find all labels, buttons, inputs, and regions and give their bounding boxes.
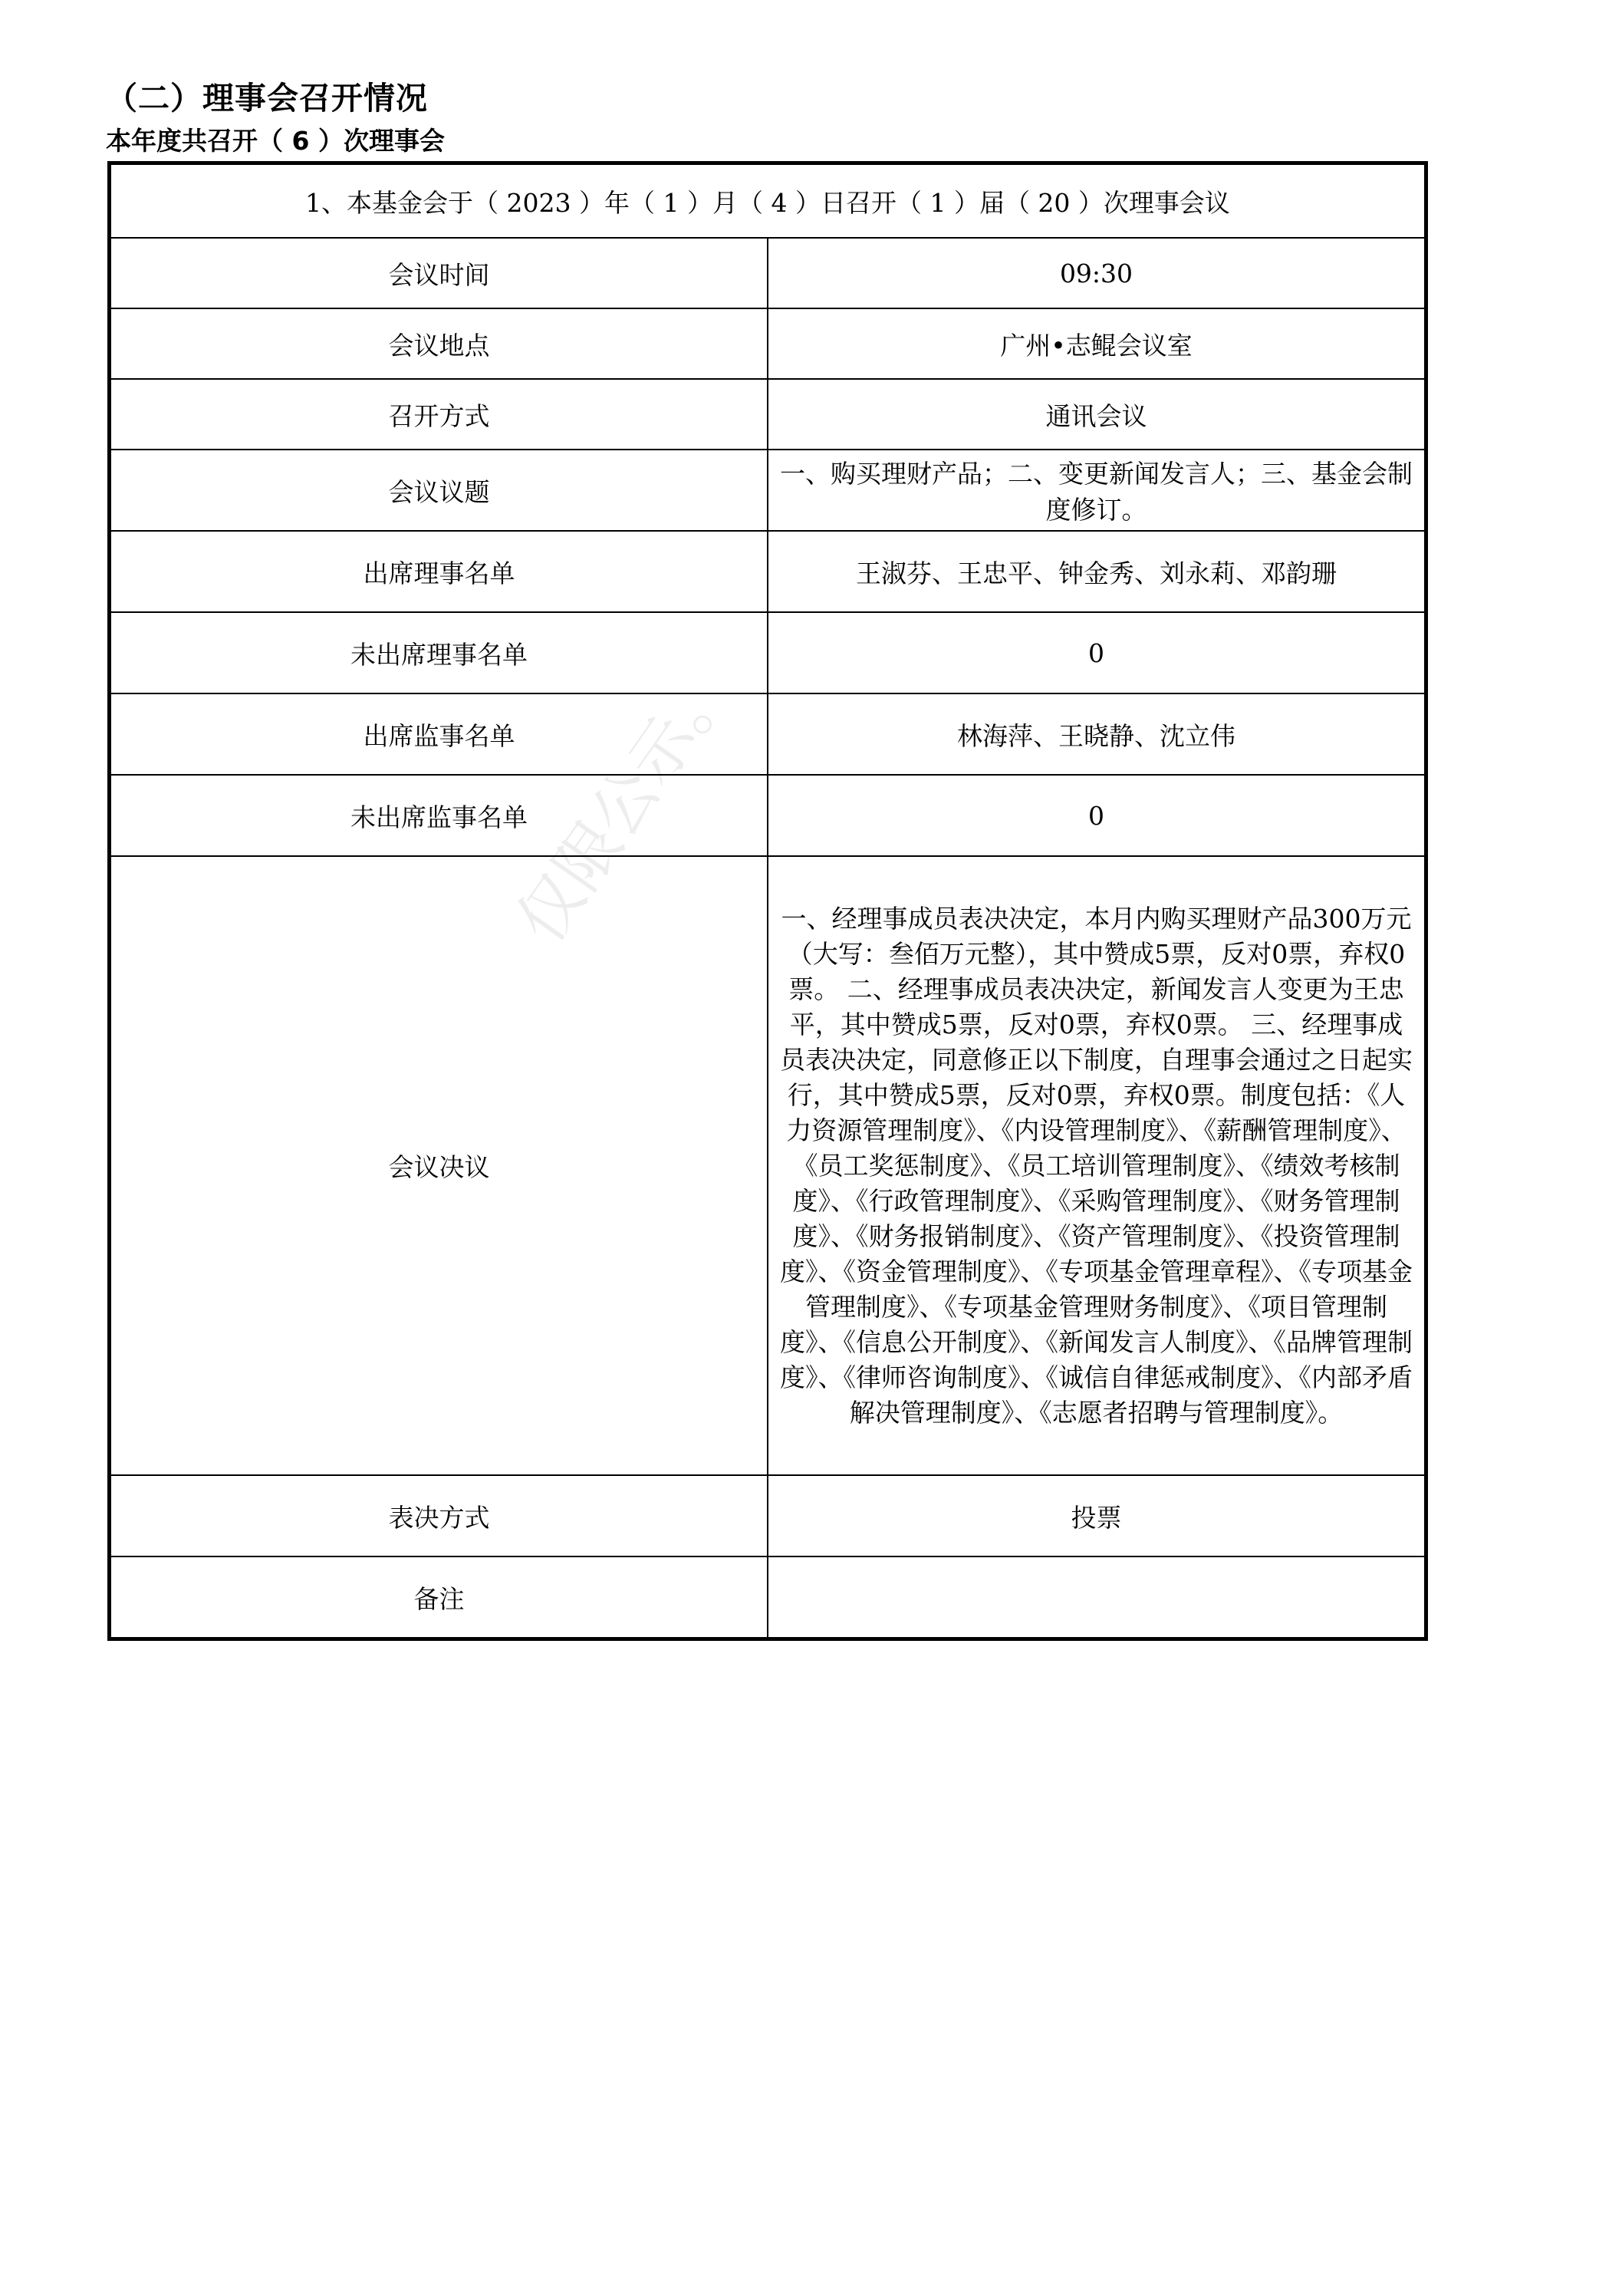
table-row [110,1556,1426,1639]
row-label-format: 召开方式 [110,379,768,450]
row-label-remarks: 备注 [110,1556,768,1639]
row-label-resolution: 会议决议 [110,856,768,1475]
row-label-agenda: 会议议题 [110,450,768,531]
row-label-time: 会议时间 [110,238,768,308]
table-row [110,1475,1426,1556]
row-label-directors-absent: 未出席理事名单 [110,612,768,693]
row-value-directors-present: 王淑芬、王忠平、钟金秀、刘永莉、邓韵珊 [768,531,1426,612]
row-value-supervisors-present: 林海萍、王晓静、沈立伟 [768,693,1426,775]
row-label-voting-method: 表决方式 [110,1475,768,1556]
watermark: 仅限公示。 [502,649,748,957]
table-header-row [110,163,1426,239]
row-label-supervisors-absent: 未出席监事名单 [110,775,768,856]
table-row [110,775,1426,856]
row-value-supervisors-absent: 0 [768,775,1426,856]
row-value-format: 通讯会议 [768,379,1426,450]
table-row [110,379,1426,450]
section-title: （二）理事会召开情况 [106,80,428,117]
row-label-directors-present: 出席理事名单 [110,531,768,612]
table-row [110,308,1426,379]
meeting-header: 1、本基金会于（ 2023 ）年（ 1 ）月（ 4 ）日召开（ 1 ）届（ 20 ）次理事会议 [110,163,1426,239]
row-value-location: 广州•志鲲会议室 [768,308,1426,379]
table-row [110,450,1426,531]
row-label-supervisors-present: 出席监事名单 [110,693,768,775]
board-meeting-table [107,161,1428,1641]
meeting-count-subtitle: 本年度共召开（ 6 ）次理事会 [106,126,445,156]
row-value-time: 09:30 [768,238,1426,308]
table-row [110,693,1426,775]
row-value-remarks [768,1556,1426,1639]
table-row [110,531,1426,612]
row-value-agenda: 一、购买理财产品；二、变更新闻发言人；三、基金会制度修订。 [768,450,1426,531]
row-value-voting-method: 投票 [768,1475,1426,1556]
table-row [110,856,1426,1475]
row-label-location: 会议地点 [110,308,768,379]
table-row [110,612,1426,693]
row-value-directors-absent: 0 [768,612,1426,693]
row-value-resolution: 一、经理事成员表决决定，本月内购买理财产品300万元（大写：叁佰万元整），其中赞成5票，反对0票，弃权0票。 二、经理事成员表决决定，新闻发言人变更为王忠平，其中赞成5票，反对0票，弃权0票。 三、经理事成员表决决定，同意修正以下制度，自理事会通过之日起实行，其中赞成5票，反对0票，弃权0票。制度包括：《人力资源管理制度》、《内设管理制度》、《薪酬管理制度》、《员工奖惩制度》、《员工培训管理制度》、《绩效考核制度》、《行政管理制度》、《采购管理制度》、《财务管理制度》、《财务报销制度》、《资产管理制度》、《投资管理制度》、《资金管理制度》、《专项基金管理章程》、《专项基金管理制度》、《专项基金管理财务制度》、《项目管理制度》、《信息公开制度》、《新闻发言人制度》、《品牌管理制度》、《律师咨询制度》、《诚信自律惩戒制度》、《内部矛盾解决管理制度》、《志愿者招聘与管理制度》。 [768,856,1426,1475]
table-row [110,238,1426,308]
